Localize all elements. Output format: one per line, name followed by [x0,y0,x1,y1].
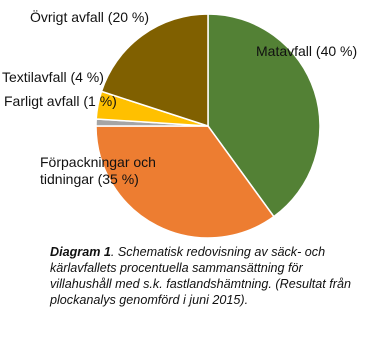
caption-text: . Schematisk redovisning av säck- och kärlavfallets procentuella sammansättning för villahushåll med s.k. fastlandshämtning. (Resultat från plockanalys genomförd i juni 2015). [50,245,351,307]
slice-label-1: Matavfall (40 %) [256,43,358,59]
slice-label-2: Förpackningar och tidningar (35 %) [40,154,156,187]
figure-caption [50,244,360,308]
slice-label-4: Textilavfall (4 %) [2,69,104,85]
slice-label-5: Övrigt avfall (20 %) [30,9,150,25]
slice-label-3: Farligt avfall (1 %) [4,93,117,109]
caption-prefix: Diagram 1 [50,245,111,259]
